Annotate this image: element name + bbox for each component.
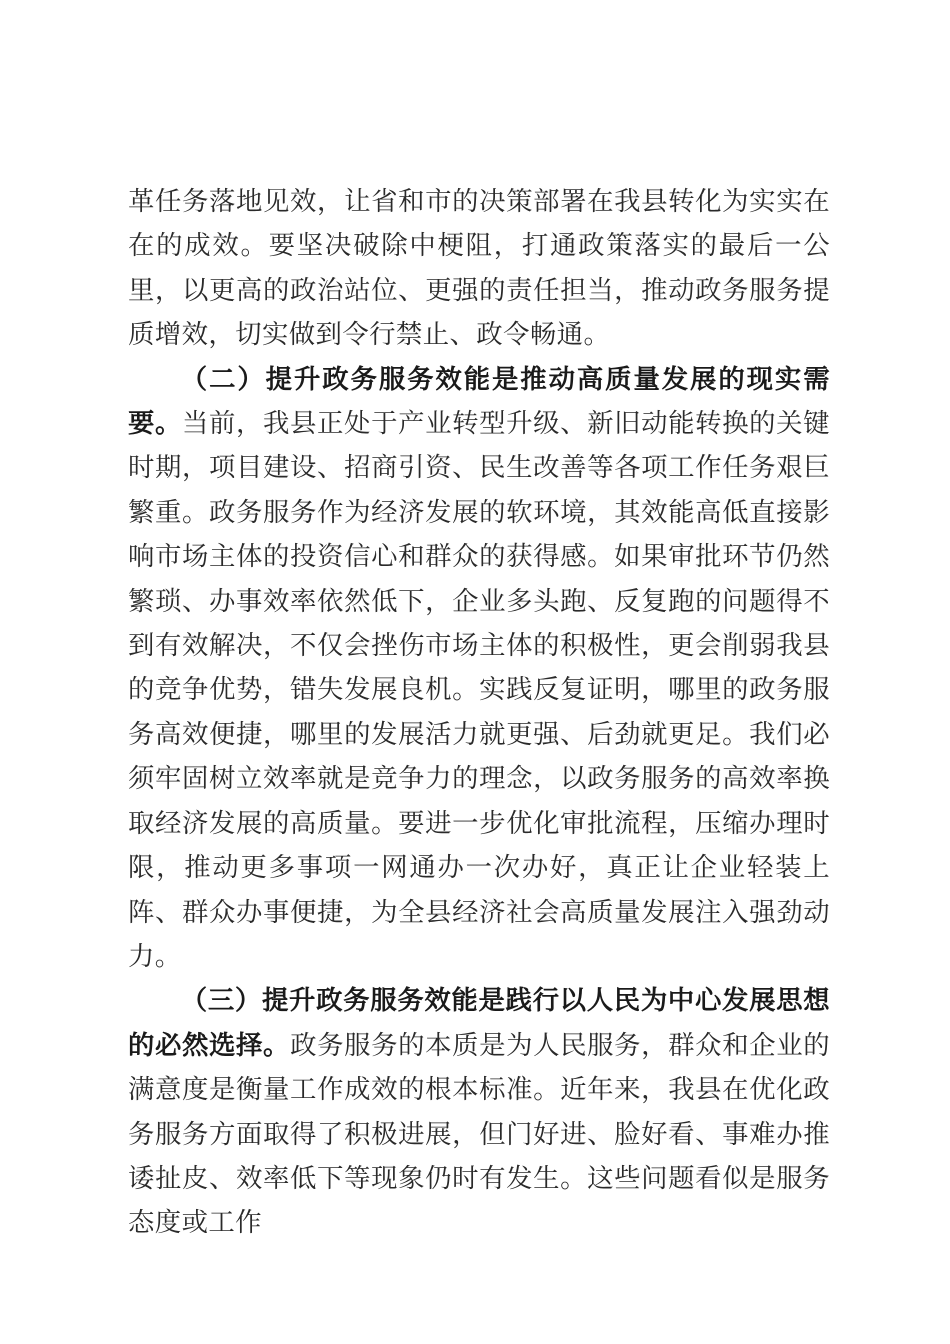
paragraph-text: 政务服务的本质是为人民服务，群众和企业的满意度是衡量工作成效的根本标准。近年来，我县在优化政务服务方面取得了积极进展，但门好进、脸好看、事难办推诿扯皮、效率低下等现象仍时有发生。这些问题看似是服务态度或工作 <box>128 1029 831 1239</box>
paragraph-continuation <box>128 180 830 358</box>
paragraph-section-2 <box>128 358 830 980</box>
paragraph-text: 当前，我县正处于产业转型升级、新旧动能转换的关键时期，项目建设、招商引资、民生改善等各项工作任务艰巨繁重。政务服务作为经济发展的软环境，其效能高低直接影响市场主体的投资信心和群众的获得感。如果审批环节仍然繁琐、办事效率依然低下，企业多头跑、反复跑的问题得不到有效解决，不仅会挫伤市场主体的积极性，更会削弱我县的竞争优势，错失发展良机。实践反复证明，哪里的政务服务高效便捷，哪里的发展活力就更强、后劲就更足。我们必须牢固树立效率就是竞争力的理念，以政务服务的高效率换取经济发展的高质量。要进一步优化审批流程，压缩办理时限，推动更多事项一网通办一次办好，真正让企业轻装上阵、群众办事便捷，为全县经济社会高质量发展注入强劲动力。 <box>128 408 830 972</box>
document-body <box>128 180 830 1246</box>
paragraph-section-3 <box>128 979 830 1245</box>
paragraph-text: 革任务落地见效，让省和市的决策部署在我县转化为实实在在的成效。要坚决破除中梗阻，打通政策落实的最后一公里，以更高的政治站位、更强的责任担当，推动政务服务提质增效，切实做到令行禁止、政令畅通。 <box>128 186 830 351</box>
section-heading: （三）提升政务服务效能是践行以人民为中心发展思想的必然选择。 <box>128 985 830 1061</box>
section-heading: （二）提升政务服务效能是推动高质量发展的现实需要。 <box>128 363 830 440</box>
